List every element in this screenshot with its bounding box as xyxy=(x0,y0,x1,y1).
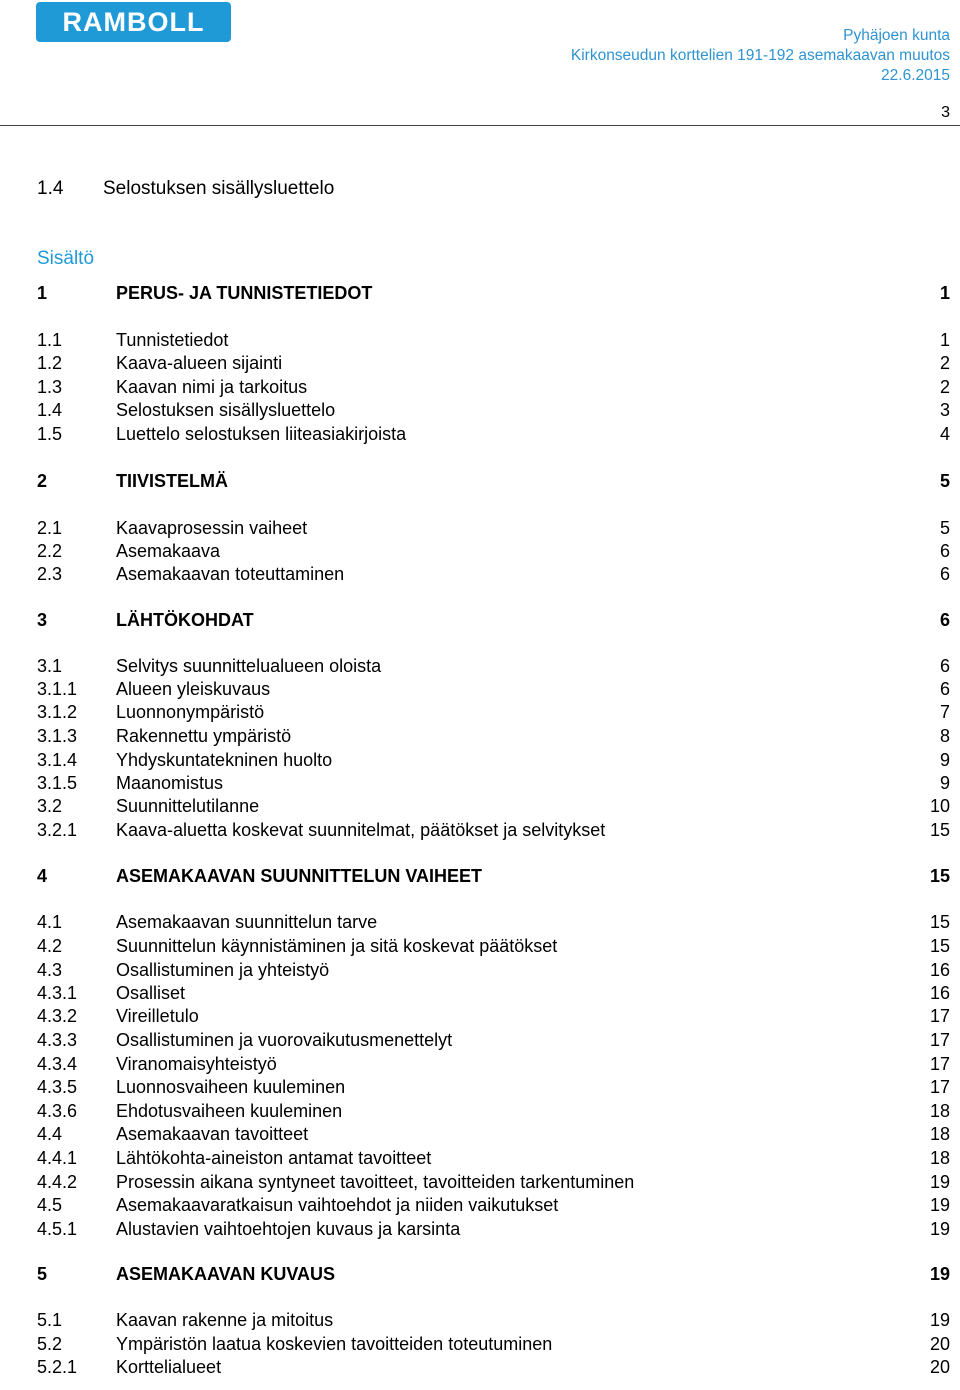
toc-entry-number: 1.3 xyxy=(37,377,63,397)
toc-entry-page: 6 xyxy=(939,564,950,584)
toc-entry-title: ASEMAKAAVAN KUVAUS xyxy=(116,1264,336,1284)
toc-entry-number: 4.5 xyxy=(37,1195,63,1215)
toc-entry[interactable] xyxy=(37,771,950,795)
section-heading xyxy=(37,178,334,200)
toc-entry-number: 2.2 xyxy=(37,541,63,561)
toc-entry-page: 17 xyxy=(929,1006,950,1026)
toc-entry-number: 4.3.6 xyxy=(37,1101,78,1121)
toc-entry-number: 3.2 xyxy=(37,796,63,816)
toc-entry-number: 1.1 xyxy=(37,330,63,350)
toc-entry-title: Osallistuminen ja yhteistyö xyxy=(116,960,330,980)
toc-entry-page: 17 xyxy=(929,1030,950,1050)
toc-entry-number: 4.3 xyxy=(37,960,63,980)
header-municipality: Pyhäjoen kunta xyxy=(843,27,950,44)
toc-entry-number: 3.1.1 xyxy=(37,679,78,699)
toc-entry-title: Yhdyskuntatekninen huolto xyxy=(116,750,333,770)
toc-entry-title: Kaavaprosessin vaiheet xyxy=(116,518,308,538)
toc-entry-page: 15 xyxy=(929,936,950,956)
toc-entry-number: 3.1.3 xyxy=(37,726,78,746)
toc-entry[interactable] xyxy=(37,934,950,958)
toc-entry[interactable] xyxy=(37,700,950,724)
section-title: Selostuksen sisällysluettelo xyxy=(103,178,335,199)
toc-entry-page: 6 xyxy=(939,541,950,561)
toc-entry-title: LÄHTÖKOHDAT xyxy=(116,610,254,630)
toc-entry-number: 4 xyxy=(37,866,48,886)
toc-entry-number: 5 xyxy=(37,1264,48,1284)
toc-entry-title: Kaavan nimi ja tarkoitus xyxy=(116,377,308,397)
toc-entry[interactable] xyxy=(37,1099,950,1123)
ramboll-logo xyxy=(36,2,231,42)
toc-entry-page: 19 xyxy=(929,1172,950,1192)
toc-entry-number: 2 xyxy=(37,471,48,491)
toc-entry-number: 5.2.1 xyxy=(37,1357,78,1377)
toc-entry-title: Korttelialueet xyxy=(116,1357,222,1377)
toc-entry-title: Selvitys suunnittelualueen oloista xyxy=(116,656,382,676)
toc-entry-page: 18 xyxy=(929,1148,950,1168)
toc-entry-number: 3.1.4 xyxy=(37,750,78,770)
toc-entry-title: Asemakaavan suunnittelun tarve xyxy=(116,912,378,932)
toc-entry-number: 1.2 xyxy=(37,353,63,373)
toc-entry-number: 4.3.1 xyxy=(37,983,78,1003)
toc-entry[interactable] xyxy=(37,818,950,842)
toc-entry-page: 3 xyxy=(939,400,950,420)
toc-entry-page: 1 xyxy=(939,283,950,303)
toc-entry-title: Osallistuminen ja vuorovaikutusmenettelyt xyxy=(116,1030,453,1050)
toc-entry-number: 1.5 xyxy=(37,424,63,444)
toc-entry-title: Ehdotusvaiheen kuuleminen xyxy=(116,1101,343,1121)
toc-entry-number: 4.2 xyxy=(37,936,63,956)
toc-entry-page: 17 xyxy=(929,1054,950,1074)
toc-entry[interactable] xyxy=(37,539,950,563)
toc-entry[interactable] xyxy=(37,910,950,934)
toc-entry[interactable] xyxy=(37,724,950,748)
toc-entry-title: Rakennettu ympäristö xyxy=(116,726,292,746)
toc-entry[interactable] xyxy=(37,1332,950,1356)
toc-entry-number: 4.3.4 xyxy=(37,1054,78,1074)
page-number: 3 xyxy=(941,104,950,121)
toc-entry-page: 15 xyxy=(929,912,950,932)
toc-entry-title: Selostuksen sisällysluettelo xyxy=(116,400,336,420)
toc-entry[interactable] xyxy=(37,677,950,701)
toc-entry-title: Prosessin aikana syntyneet tavoitteet, tavoitteiden tarkentuminen xyxy=(116,1172,635,1192)
toc-entry[interactable] xyxy=(37,1004,950,1028)
toc-entry[interactable] xyxy=(37,328,950,352)
toc-entry-page: 5 xyxy=(939,518,950,538)
toc-entry-page: 2 xyxy=(939,377,950,397)
toc-entry-page: 9 xyxy=(939,750,950,770)
toc-entry-title: Luonnonympäristö xyxy=(116,702,265,722)
toc-entry[interactable] xyxy=(37,654,950,678)
toc-entry-page: 20 xyxy=(929,1357,950,1377)
toc-entry-page: 19 xyxy=(929,1219,950,1239)
toc-entry-page: 19 xyxy=(929,1310,950,1330)
toc-entry-number: 2.3 xyxy=(37,564,63,584)
toc-entry-title: Asemakaavan tavoitteet xyxy=(116,1124,309,1144)
toc-entry[interactable] xyxy=(37,422,950,446)
toc-entry-number: 4.3.2 xyxy=(37,1006,78,1026)
toc-entry[interactable] xyxy=(37,1052,950,1076)
toc-entry[interactable] xyxy=(37,1028,950,1052)
toc-entry[interactable] xyxy=(37,562,950,586)
header-divider xyxy=(0,125,960,126)
toc-entry-number: 1.4 xyxy=(37,400,63,420)
toc-entry-page: 16 xyxy=(929,960,950,980)
toc-entry-title: Alustavien vaihtoehtojen kuvaus ja karsinta xyxy=(116,1219,461,1239)
logo-text: RAMBOLL xyxy=(62,7,205,37)
toc-entry[interactable] xyxy=(37,1075,950,1099)
toc-entry-title: Tunnistetiedot xyxy=(116,330,229,350)
toc-entry[interactable] xyxy=(37,1170,950,1194)
toc-entry-page: 5 xyxy=(939,471,950,491)
toc-entry-page: 6 xyxy=(939,656,950,676)
toc-entry-page: 15 xyxy=(929,820,950,840)
toc-entry-number: 4.4.2 xyxy=(37,1172,78,1192)
toc-entry-page: 18 xyxy=(929,1101,950,1121)
toc-entry[interactable] xyxy=(37,281,950,305)
toc-entry-page: 16 xyxy=(929,983,950,1003)
toc-entry[interactable] xyxy=(37,398,950,422)
toc-entry-number: 4.3.5 xyxy=(37,1077,78,1097)
toc-entry[interactable] xyxy=(37,958,950,982)
toc-entry-number: 4.3.3 xyxy=(37,1030,78,1050)
toc-entry-page: 1 xyxy=(939,330,950,350)
toc-entry[interactable] xyxy=(37,1146,950,1170)
toc-entry-title: ASEMAKAAVAN SUUNNITTELUN VAIHEET xyxy=(116,866,483,886)
toc-entry[interactable] xyxy=(37,469,950,493)
toc-entry[interactable] xyxy=(37,1122,950,1146)
toc-entry-number: 5.1 xyxy=(37,1310,63,1330)
toc-entry-page: 15 xyxy=(929,866,950,886)
toc-entry-title: Kaava-aluetta koskevat suunnitelmat, päätökset ja selvitykset xyxy=(116,820,606,840)
toc-entry-page: 7 xyxy=(939,702,950,722)
toc-entry-number: 5.2 xyxy=(37,1334,63,1354)
toc-entry-title: Luettelo selostuksen liiteasiakirjoista xyxy=(116,424,407,444)
toc-entry-title: Asemakaavaratkaisun vaihtoehdot ja niiden vaikutukset xyxy=(116,1195,559,1215)
toc-entry-number: 4.4.1 xyxy=(37,1148,78,1168)
toc-entry-page: 6 xyxy=(939,610,950,630)
toc-entry-title: Suunnittelutilanne xyxy=(116,796,260,816)
toc-entry[interactable] xyxy=(37,748,950,772)
toc-entry[interactable] xyxy=(37,864,950,888)
toc-entry-page: 9 xyxy=(939,773,950,793)
toc-entry-number: 4.1 xyxy=(37,912,63,932)
toc-entry-number: 1 xyxy=(37,283,48,303)
toc-entry-title: Kaava-alueen sijainti xyxy=(116,353,283,373)
toc-entry-title: Lähtökohta-aineiston antamat tavoitteet xyxy=(116,1148,432,1168)
section-number: 1.4 xyxy=(37,178,64,199)
toc-entry-page: 4 xyxy=(939,424,950,444)
toc-entry-title: Kaavan rakenne ja mitoitus xyxy=(116,1310,334,1330)
toc-entry-page: 8 xyxy=(939,726,950,746)
toc-entry-number: 3.2.1 xyxy=(37,820,78,840)
header-project: Kirkonseudun korttelien 191-192 asemakaavan muutos xyxy=(570,47,950,64)
toc-heading: Sisältö xyxy=(37,248,95,269)
toc-entry-page: 6 xyxy=(939,679,950,699)
toc-entry[interactable] xyxy=(37,1308,950,1332)
toc-entry[interactable] xyxy=(37,516,950,540)
toc-entry-number: 4.4 xyxy=(37,1124,63,1144)
toc-entry-page: 19 xyxy=(929,1264,950,1284)
toc-entry[interactable] xyxy=(37,1193,950,1217)
toc-entry[interactable] xyxy=(37,375,950,399)
toc-entry-number: 3.1.5 xyxy=(37,773,78,793)
toc-entry[interactable] xyxy=(37,981,950,1005)
toc-entry-title: Vireilletulo xyxy=(116,1006,199,1026)
toc-entry-title: PERUS- JA TUNNISTETIEDOT xyxy=(116,283,373,303)
toc-entry-title: Osalliset xyxy=(116,983,186,1003)
toc-entry-page: 20 xyxy=(929,1334,950,1354)
toc-entry-title: Asemakaavan toteuttaminen xyxy=(116,564,345,584)
toc-entry-page: 17 xyxy=(929,1077,950,1097)
toc-entry-number: 2.1 xyxy=(37,518,63,538)
toc-entry-title: Viranomaisyhteistyö xyxy=(116,1054,277,1074)
toc-entry-page: 19 xyxy=(929,1195,950,1215)
toc-entry-title: Asemakaava xyxy=(116,541,221,561)
toc-entry[interactable] xyxy=(37,351,950,375)
toc-entry[interactable] xyxy=(37,608,950,632)
toc-entry[interactable] xyxy=(37,1355,950,1379)
toc-entry[interactable] xyxy=(37,1262,950,1286)
toc-entry-number: 3 xyxy=(37,610,48,630)
toc-entry[interactable] xyxy=(37,1217,950,1241)
toc-entry[interactable] xyxy=(37,794,950,818)
toc-entry-title: Ympäristön laatua koskevien tavoitteiden toteutuminen xyxy=(116,1334,553,1354)
toc-entry-title: TIIVISTELMÄ xyxy=(116,471,228,491)
toc-entry-page: 10 xyxy=(929,796,950,816)
toc-entry-title: Alueen yleiskuvaus xyxy=(116,679,271,699)
toc-entry-number: 3.1 xyxy=(37,656,63,676)
header-date: 22.6.2015 xyxy=(881,67,950,84)
toc-entry-title: Luonnosvaiheen kuuleminen xyxy=(116,1077,346,1097)
toc-entry-title: Maanomistus xyxy=(116,773,224,793)
toc-entry-number: 4.5.1 xyxy=(37,1219,78,1239)
toc-entry-page: 18 xyxy=(929,1124,950,1144)
toc-entry-number: 3.1.2 xyxy=(37,702,78,722)
toc-entry-page: 2 xyxy=(939,353,950,373)
toc-entry-title: Suunnittelun käynnistäminen ja sitä koskevat päätökset xyxy=(116,936,558,956)
